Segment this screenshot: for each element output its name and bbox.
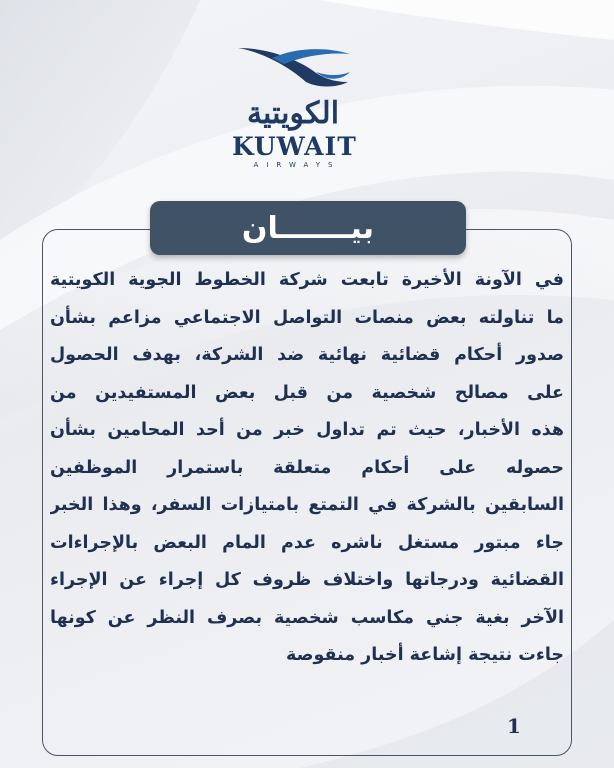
logo-latin-subtitle: AIRWAYS xyxy=(253,161,341,169)
logo-latin-name: KUWAIT xyxy=(232,132,357,161)
logo-arabic-name: الكويتية xyxy=(246,96,340,131)
body-line: في الآونة الأخيرة تابعت شركة الخطوط الجوية الكويتية xyxy=(50,270,564,290)
body-line: هذه الأخبار، حيث تم تداول خبر من أحد المحامين بشأن xyxy=(50,420,564,440)
body-line: جاء مبتور مستغل ناشره عدم المام البعض بالإجراءات xyxy=(50,532,564,553)
statement-body xyxy=(50,262,564,675)
page-title: بيـــــــان xyxy=(241,210,375,246)
body-line: الآخر بغية جني مكاسب شخصية بصرف النظر عن كونها xyxy=(50,607,564,628)
page-number: 1 xyxy=(507,714,521,738)
body-line: صدور أحكام قضائية نهائية ضد الشركة، بهدف الحصول xyxy=(50,345,564,365)
title-banner xyxy=(150,201,466,255)
body-line: على مصالح شخصية من قبل بعض المستفيدين من xyxy=(50,382,564,403)
body-line: القضائية ودرجاتها واختلاف ظروف كل إجراء عن الإجراء xyxy=(50,570,564,590)
body-line: ما تناولته بعض منصات التواصل الاجتماعي مزاعم بشأن xyxy=(50,307,564,328)
body-line: حصوله على أحكام متعلقة باستمرار الموظفين xyxy=(50,457,564,478)
bird-icon xyxy=(232,42,354,92)
body-line: جاءت نتيجة إشاعة أخبار منقوصة xyxy=(286,645,564,665)
body-line: السابقين بالشركة في التمتع بامتيازات السفر، وهذا الخبر xyxy=(50,495,564,515)
kuwait-airways-logo xyxy=(232,42,357,182)
